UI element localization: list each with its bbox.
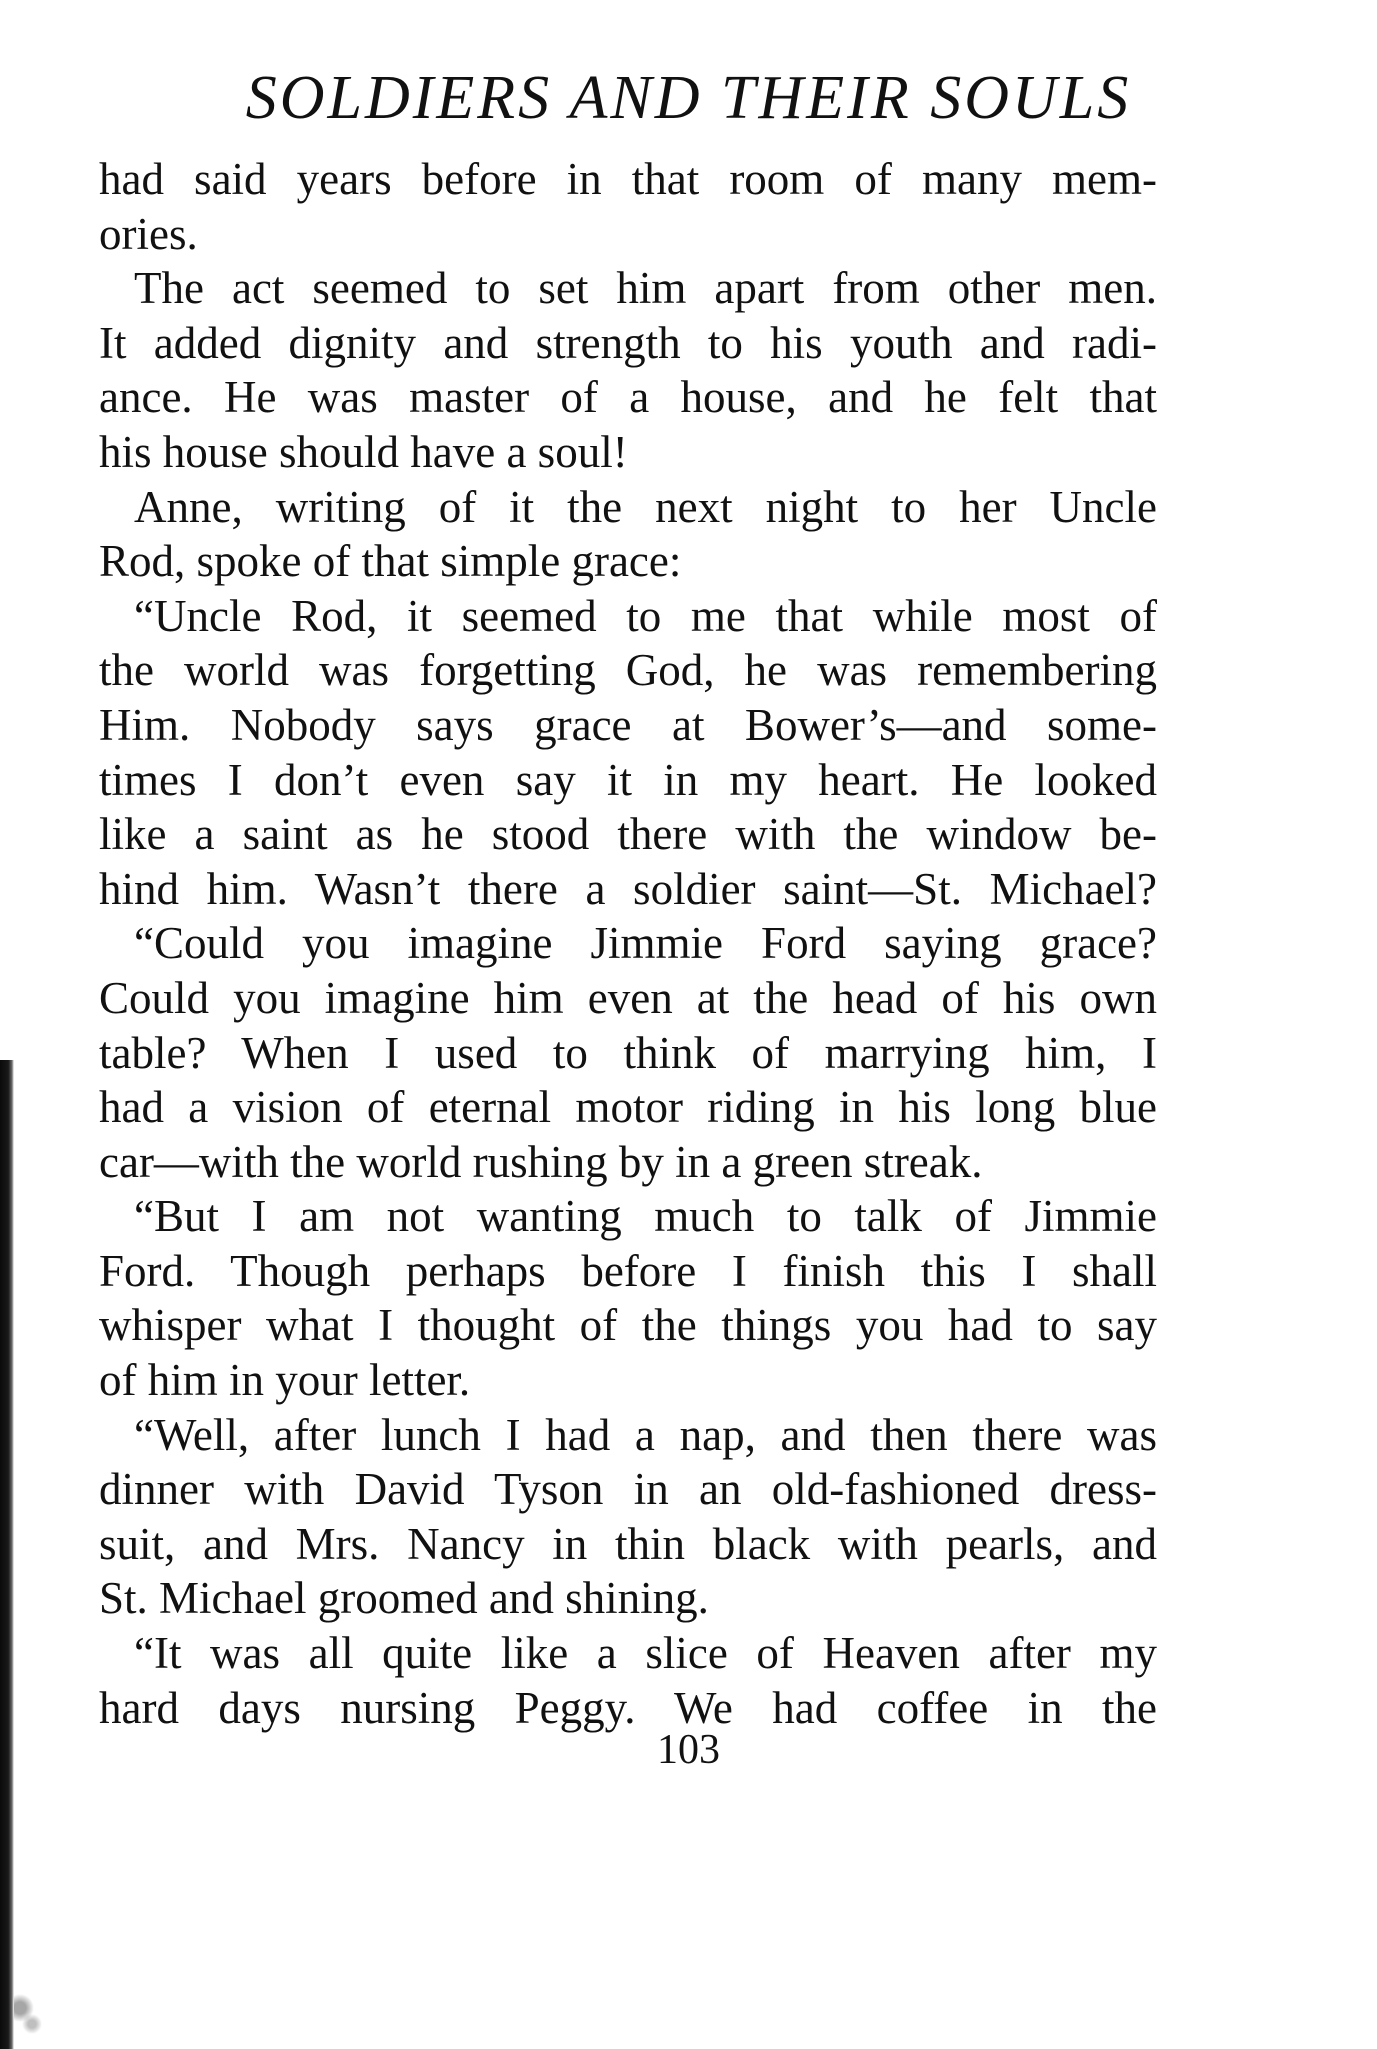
text-line: the world was forgetting God, he was remembering <box>99 645 1157 696</box>
text-line: times I don’t even say it in my heart. He looked <box>99 754 1157 805</box>
text-line: “But I am not wanting much to talk of Jimmie <box>134 1191 1157 1242</box>
text-line: St. Michael groomed and shining. <box>99 1573 709 1624</box>
text-line: whisper what I thought of the things you had to say <box>99 1300 1157 1351</box>
text-line: Ford. Though perhaps before I finish this I shall <box>99 1245 1157 1296</box>
running-head: SOLDIERS AND THEIR SOULS <box>245 64 1132 132</box>
text-line: Him. Nobody says grace at Bower’s—and some- <box>99 699 1157 750</box>
binding-shadow <box>0 1060 14 2049</box>
text-line: hard days nursing Peggy. We had coffee in the <box>99 1682 1157 1733</box>
text-line: table? When I used to think of marrying him, I <box>99 1027 1157 1078</box>
text-line: “It was all quite like a slice of Heaven after my <box>134 1628 1157 1679</box>
page-stain <box>14 1960 74 2040</box>
text-line: car—with the world rushing by in a green streak. <box>99 1136 983 1187</box>
text-line: his house should have a soul! <box>99 426 628 477</box>
text-line: hind him. Wasn’t there a soldier saint—St. Michael? <box>99 863 1157 914</box>
text-line: The act seemed to set him apart from other men. <box>134 263 1157 314</box>
page-number: 103 <box>657 1727 720 1773</box>
text-line: Rod, spoke of that simple grace: <box>99 536 682 587</box>
text-line: “Uncle Rod, it seemed to me that while most of <box>134 590 1157 641</box>
text-line: “Could you imagine Jimmie Ford saying grace? <box>134 918 1157 969</box>
text-line: suit, and Mrs. Nancy in thin black with pearls, and <box>99 1518 1157 1569</box>
text-line: dinner with David Tyson in an old-fashioned dress- <box>99 1464 1157 1515</box>
text-line: had a vision of eternal motor riding in his long blue <box>99 1082 1157 1133</box>
text-line: like a saint as he stood there with the window be- <box>99 809 1157 860</box>
body-text <box>99 152 1157 1735</box>
text-line: Could you imagine him even at the head of his own <box>99 972 1157 1023</box>
text-line: ories. <box>99 208 198 259</box>
text-line: ance. He was master of a house, and he felt that <box>99 372 1157 423</box>
text-line: had said years before in that room of many mem- <box>99 154 1157 204</box>
text-line: It added dignity and strength to his youth and radi- <box>99 317 1157 368</box>
text-line: of him in your letter. <box>99 1355 471 1406</box>
text-line: “Well, after lunch I had a nap, and then there was <box>134 1409 1157 1460</box>
text-line: Anne, writing of it the next night to her Uncle <box>134 481 1157 532</box>
